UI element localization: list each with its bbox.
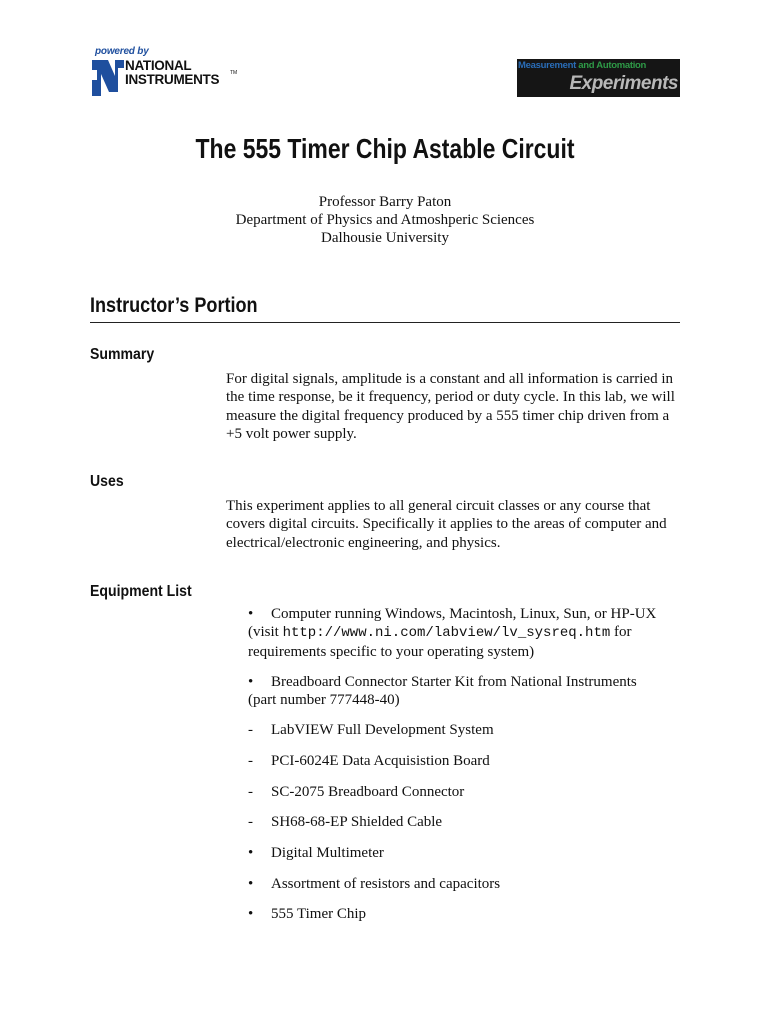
list-item-label: PCI-6024E Data Acquisistion Board (271, 753, 490, 769)
ni-eagle-icon (92, 56, 126, 96)
list-item (248, 875, 688, 893)
experiments-logo-measurement: Measurement (518, 60, 576, 71)
national-instruments-logo (92, 46, 242, 98)
equipment-computer-line3: requirements specific to your operating system) (248, 643, 535, 660)
ni-logo-line2: INSTRUMENTS (125, 72, 220, 87)
summary-heading: Summary (90, 346, 155, 363)
experiments-logo-wordmark: Experiments (569, 73, 678, 94)
list-item (248, 844, 688, 862)
list-item (248, 783, 688, 801)
ni-logo-line1: NATIONAL (125, 58, 192, 73)
bullet-icon: • (248, 606, 254, 622)
list-item-label: Digital Multimeter (271, 845, 384, 861)
equipment-kit-line2: (part number 777448-40) (248, 692, 400, 709)
dash-bullet: - (248, 753, 253, 769)
list-item-label: SH68-68-EP Shielded Cable (271, 814, 443, 830)
list-item (248, 721, 688, 739)
experiments-logo-automation: Automation (596, 60, 647, 71)
list-item (248, 905, 688, 923)
visit-prefix: (visit (248, 624, 283, 641)
visit-suffix: for (610, 624, 632, 641)
equipment-item-kit (248, 673, 688, 710)
section-heading: Instructor’s Portion (90, 294, 258, 317)
bullet-icon: • (248, 845, 254, 861)
dash-bullet: - (248, 784, 253, 800)
summary-text: For digital signals, amplitude is a constant and all information is carried in the time response, be it frequency, period or duty cycle. In this lab, we will measure the digital frequency produced by a 555 timer chip driven from a +5 volt power supply. (226, 371, 675, 442)
experiments-logo-and: and (575, 60, 597, 71)
equipment-kit-line1 (248, 673, 688, 691)
bullet-icon: • (248, 674, 254, 690)
experiments-logo-top-line (518, 60, 678, 71)
section-divider (90, 322, 680, 323)
bullet-icon: • (248, 876, 254, 892)
equipment-kit-label: Breadboard Connector Starter Kit from National Instruments (271, 674, 637, 690)
author-name: Professor Barry Paton (318, 194, 452, 210)
dash-bullet: - (248, 814, 253, 830)
list-item-label: LabVIEW Full Development System (271, 722, 494, 738)
measurement-automation-experiments-logo (517, 59, 680, 97)
ni-trademark: TM (230, 70, 238, 76)
document-title: The 555 Timer Chip Astable Circuit (195, 133, 575, 164)
dash-bullet: - (248, 722, 253, 738)
list-item (248, 752, 688, 770)
equipment-computer-line1 (248, 605, 688, 623)
labview-sysreq-link[interactable]: http://www.ni.com/labview/lv_sysreq.htm (282, 625, 611, 642)
ni-powered-by-text: powered by (95, 46, 149, 57)
author-university: Dalhousie University (321, 230, 449, 246)
author-department: Department of Physics and Atmoshperic Sciences (235, 212, 535, 228)
equipment-computer-label: Computer running Windows, Macintosh, Linux, Sun, or HP-UX (271, 606, 657, 622)
list-item (248, 813, 688, 831)
bullet-icon: • (248, 906, 254, 922)
uses-text: This experiment applies to all general circuit classes or any course that covers digital circuits. Specifically it applies to the areas of computer and electrical/electronic engineering, and physics. (226, 498, 667, 551)
equipment-computer-line2 (248, 623, 688, 642)
list-item-label: Assortment of resistors and capacitors (271, 876, 501, 892)
list-item-label: SC-2075 Breadboard Connector (271, 784, 465, 800)
list-item-label: 555 Timer Chip (271, 906, 367, 922)
uses-heading: Uses (90, 473, 124, 490)
equipment-heading: Equipment List (90, 583, 192, 600)
equipment-item-computer (248, 605, 688, 661)
